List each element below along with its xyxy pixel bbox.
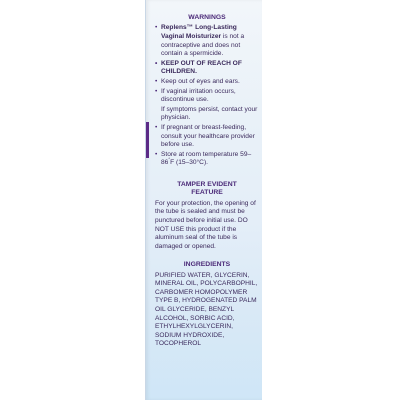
warning-item-contraceptive [155,24,259,58]
warning-item-storage [155,151,259,168]
ingredients-body: PURIFIED WATER, GLYCERIN, MINERAL OIL, POLYCARBOPHIL, CARBOMER HOMOPOLYMER TYPE B, HYDROGENATED PALM OIL GLYCERIDE, BENZYL ALCOHOL, SORBIC ACID, ETHYLHEXYLGLYCERIN, SODIUM HYDROXIDE, TOCOPHEROL [155,271,258,348]
warnings-list [155,24,259,168]
tamper-heading [155,181,259,198]
storage-text-after: F (15–30°C). [170,159,208,167]
warning-item-irritation: • If vaginal irritation occurs, discontinue use. [155,88,259,105]
warning-item-eyes: • Keep out of eyes and ears. [155,78,259,87]
warning-text: is not a contraceptive and does not contain a spermicide. [161,33,245,58]
product-name: Replens™ Long-Lasting Vaginal Moisturizer [161,24,237,40]
storage-text: Store at room temperature 59–86 [161,150,252,167]
tamper-heading-line2: FEATURE [191,189,223,197]
warnings-heading: WARNINGS [188,14,226,21]
warning-item-pregnant: • If pregnant or breast-feeding, consult your healthcare provider before use. [155,124,259,150]
tamper-heading-line1: TAMPER EVIDENT [177,180,237,188]
panel-content [155,14,259,349]
warning-item-symptoms: If symptoms persist, contact your physician. [161,105,258,122]
tamper-body: For your protection, the opening of the tube is sealed and must be punctured before initial use. DO NOT USE this product if the aluminum seal of the tube is damaged or opened. [155,199,256,250]
warning-item-children: • KEEP OUT OF REACH OF CHILDREN. [155,60,259,77]
accent-bar [146,122,149,158]
degree-sup: ° [168,157,171,163]
ingredients-heading: INGREDIENTS [183,261,231,269]
